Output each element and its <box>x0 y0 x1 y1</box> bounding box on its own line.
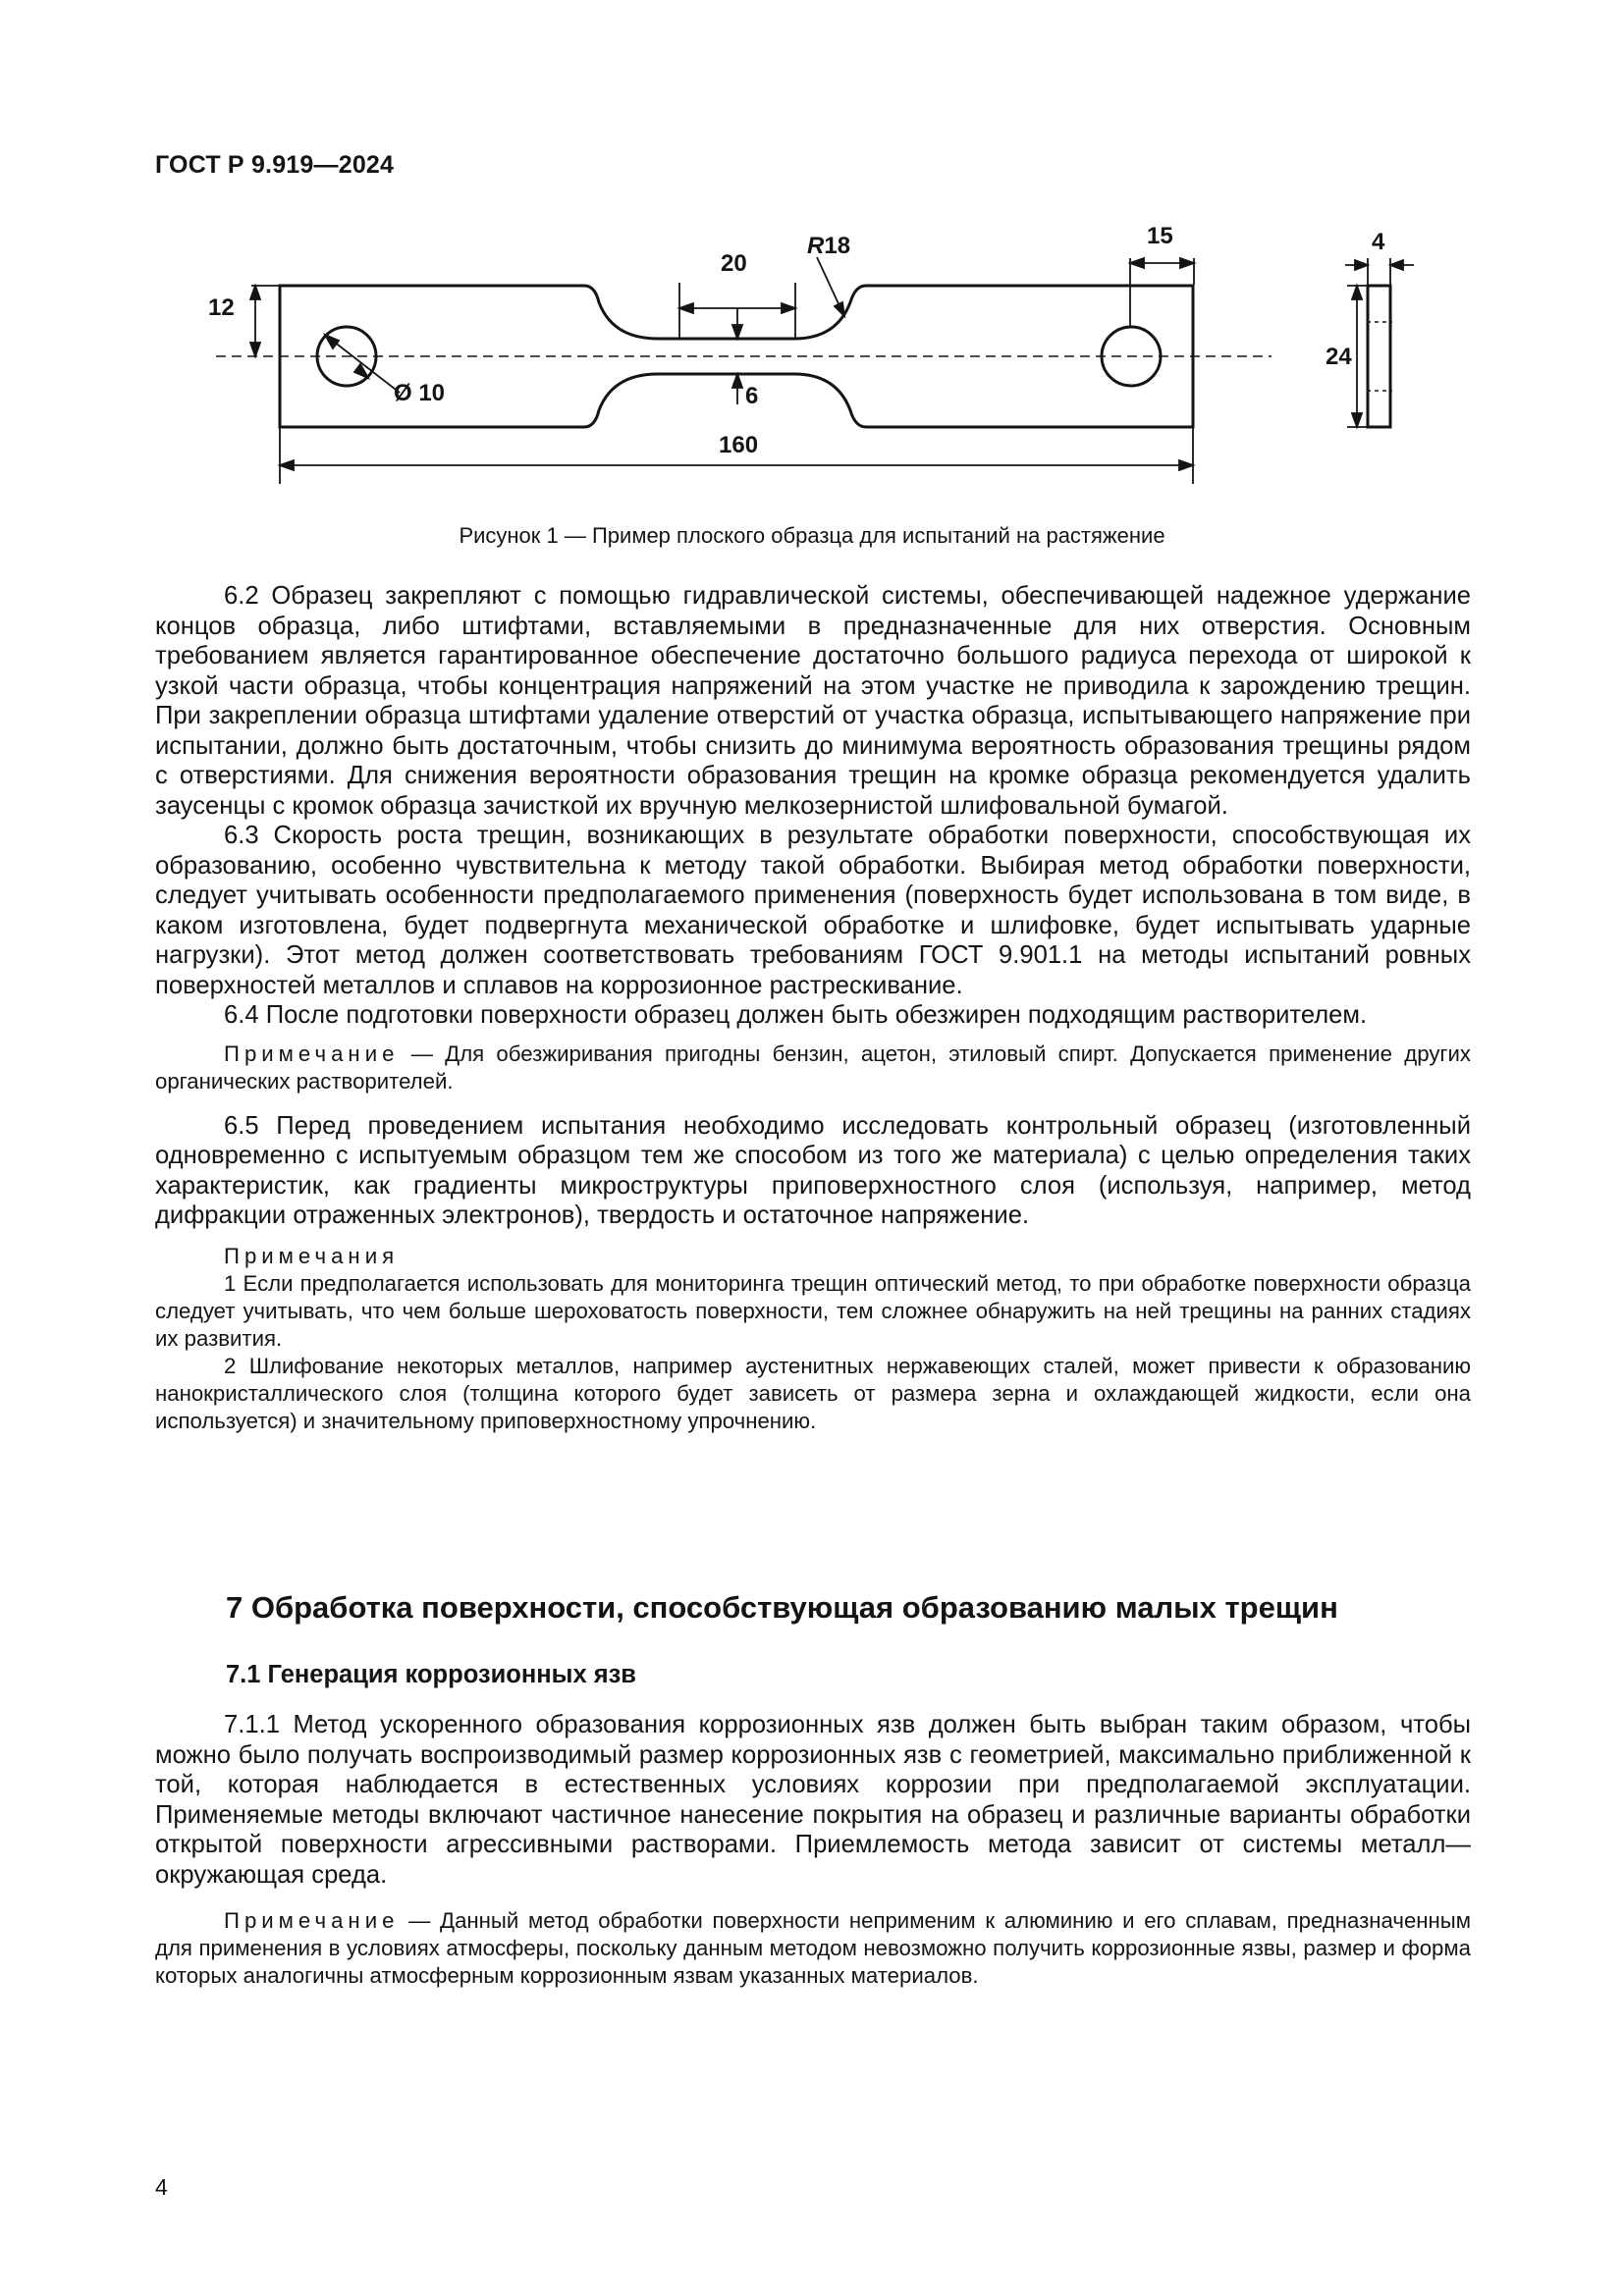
dim-neck-width: 6 <box>745 383 759 409</box>
paragraph-6-5: 6.5 Перед проведением испытания необходимо исследовать контрольный образец (изготовленный одновременно с испытуемым образцом тем же способом из того же материала) с целью определения таких характеристик, как градиенты микроструктуры приповерхностного слоя (используя, например, метод дифракции отраженных электронов), твердость и остаточное напряжение. <box>155 1111 1471 1229</box>
specimen-svg <box>196 214 1453 508</box>
note-label: Примечание <box>224 1041 400 1066</box>
subsection-7-1-title: 7.1 Генерация коррозионных язв <box>226 1661 636 1688</box>
notes-label-text: Примечания <box>224 1243 400 1268</box>
dim-grip: 15 <box>1147 223 1173 249</box>
section-7-body <box>155 1710 1471 1990</box>
dim-radius: R18 <box>807 233 851 259</box>
note-7-label: Примечание <box>224 1908 400 1933</box>
specimen-drawing <box>196 214 1453 508</box>
document-header: ГОСТ Р 9.919—2024 <box>155 151 395 179</box>
paragraph-6-4: 6.4 После подготовки поверхности образец должен быть обезжирен подходящим растворителем. <box>224 1001 1368 1029</box>
side-view <box>1368 286 1390 427</box>
note-6-4 <box>155 1041 1471 1095</box>
page-number: 4 <box>155 2174 168 2200</box>
section-6-body <box>155 581 1471 1435</box>
dim-gauge-length: 20 <box>721 250 747 277</box>
dim-length: 160 <box>719 432 759 458</box>
note-7-text: — Данный метод обработки поверхности неприменим к алюминию и его сплавам, предназначенным для применения в условиях атмосферы, поскольку данным методом невозможно получить коррозионные язвы, размер и форма которых аналогичны атмосферным коррозионным язвам указанных материалов. <box>155 1908 1471 1988</box>
paragraph-7-1-1: 7.1.1 Метод ускоренного образования коррозионных язв должен быть выбран таким образом, чтобы можно было получать воспроизводимый размер коррозионных язв с геометрией, максимально приближенной к той, которая наблюдается в естественных условиях коррозии при предполагаемой эксплуатации. Применяемые методы включают частичное нанесение покрытия на образец и различные варианты обработки открытой поверхности агрессивными растворами. Приемлемость метода зависит от системы металл—окружающая среда. <box>155 1711 1471 1889</box>
dim-width-end: 12 <box>208 294 235 321</box>
dim-hole: Ø 10 <box>394 380 446 406</box>
dim-thickness: 4 <box>1372 229 1385 255</box>
figure-caption: Рисунок 1 — Пример плоского образца для испытаний на растяжение <box>459 523 1165 548</box>
paragraph-6-3: 6.3 Скорость роста трещин, возникающих в результате обработки поверхности, способствующая их образованию, особенно чувствительна к методу такой обработки. Выбирая метод обработки поверхности, следует учитывать особенности предполагаемого применения (поверхность будет использована в том виде, в каком изготовлена, будет подвергнута механической обработке и шлифовке, будет испытывать ударные нагрузки). Этот метод должен соответствовать требованиям ГОСТ 9.901.1 на методы испытаний ровных поверхностей металлов и сплавов на коррозионное растрескивание. <box>155 822 1471 999</box>
note-text: — Для обезжиривания пригодны бензин, ацетон, этиловый спирт. Допускается применение других органических растворителей. <box>155 1041 1471 1094</box>
paragraph-6-2: 6.2 Образец закрепляют с помощью гидравлической системы, обеспечивающей надежное удержание концов образца, либо штифтами, вставляемыми в предназначенные для них отверстия. Основным требованием является гарантированное обеспечение достаточно большого радиуса перехода от широкой к узкой части образца, чтобы концентрация напряжений на этом участке не приводила к зарождению трещин. При закреплении образца штифтами удаление отверстий от участка образца, испытывающего напряжение при испытании, должно быть достаточным, чтобы снизить до минимума вероятность образования трещины рядом с отверстиями. Для снижения вероятности образования трещин на кромке образца рекомендуется удалить заусенцы с кромок образца зачисткой их вручную мелкозернистой шлифовальной бумагой. <box>155 582 1471 820</box>
section-7-title: 7 Обработка поверхности, способствующая образованию малых трещин <box>226 1590 1338 1625</box>
note-7-1-1 <box>155 1907 1471 1990</box>
note-6-5-1: 1 Если предполагается использовать для мониторинга трещин оптический метод, то при обработке поверхности образца следует учитывать, что чем больше шероховатость поверхности, тем сложнее обнаружить на ней трещины на ранних стадиях их развития. <box>155 1270 1471 1351</box>
note-6-5-2: 2 Шлифование некоторых металлов, например аустенитных нержавеющих сталей, может привести к образованию нанокристаллического слоя (толщина которого будет зависеть от размера зерна и охлаждающей жидкости, если она используется) и значительному приповерхностному упрочнению. <box>155 1353 1471 1433</box>
dim-width-total: 24 <box>1326 344 1352 370</box>
notes-6-5-label <box>155 1243 1471 1270</box>
